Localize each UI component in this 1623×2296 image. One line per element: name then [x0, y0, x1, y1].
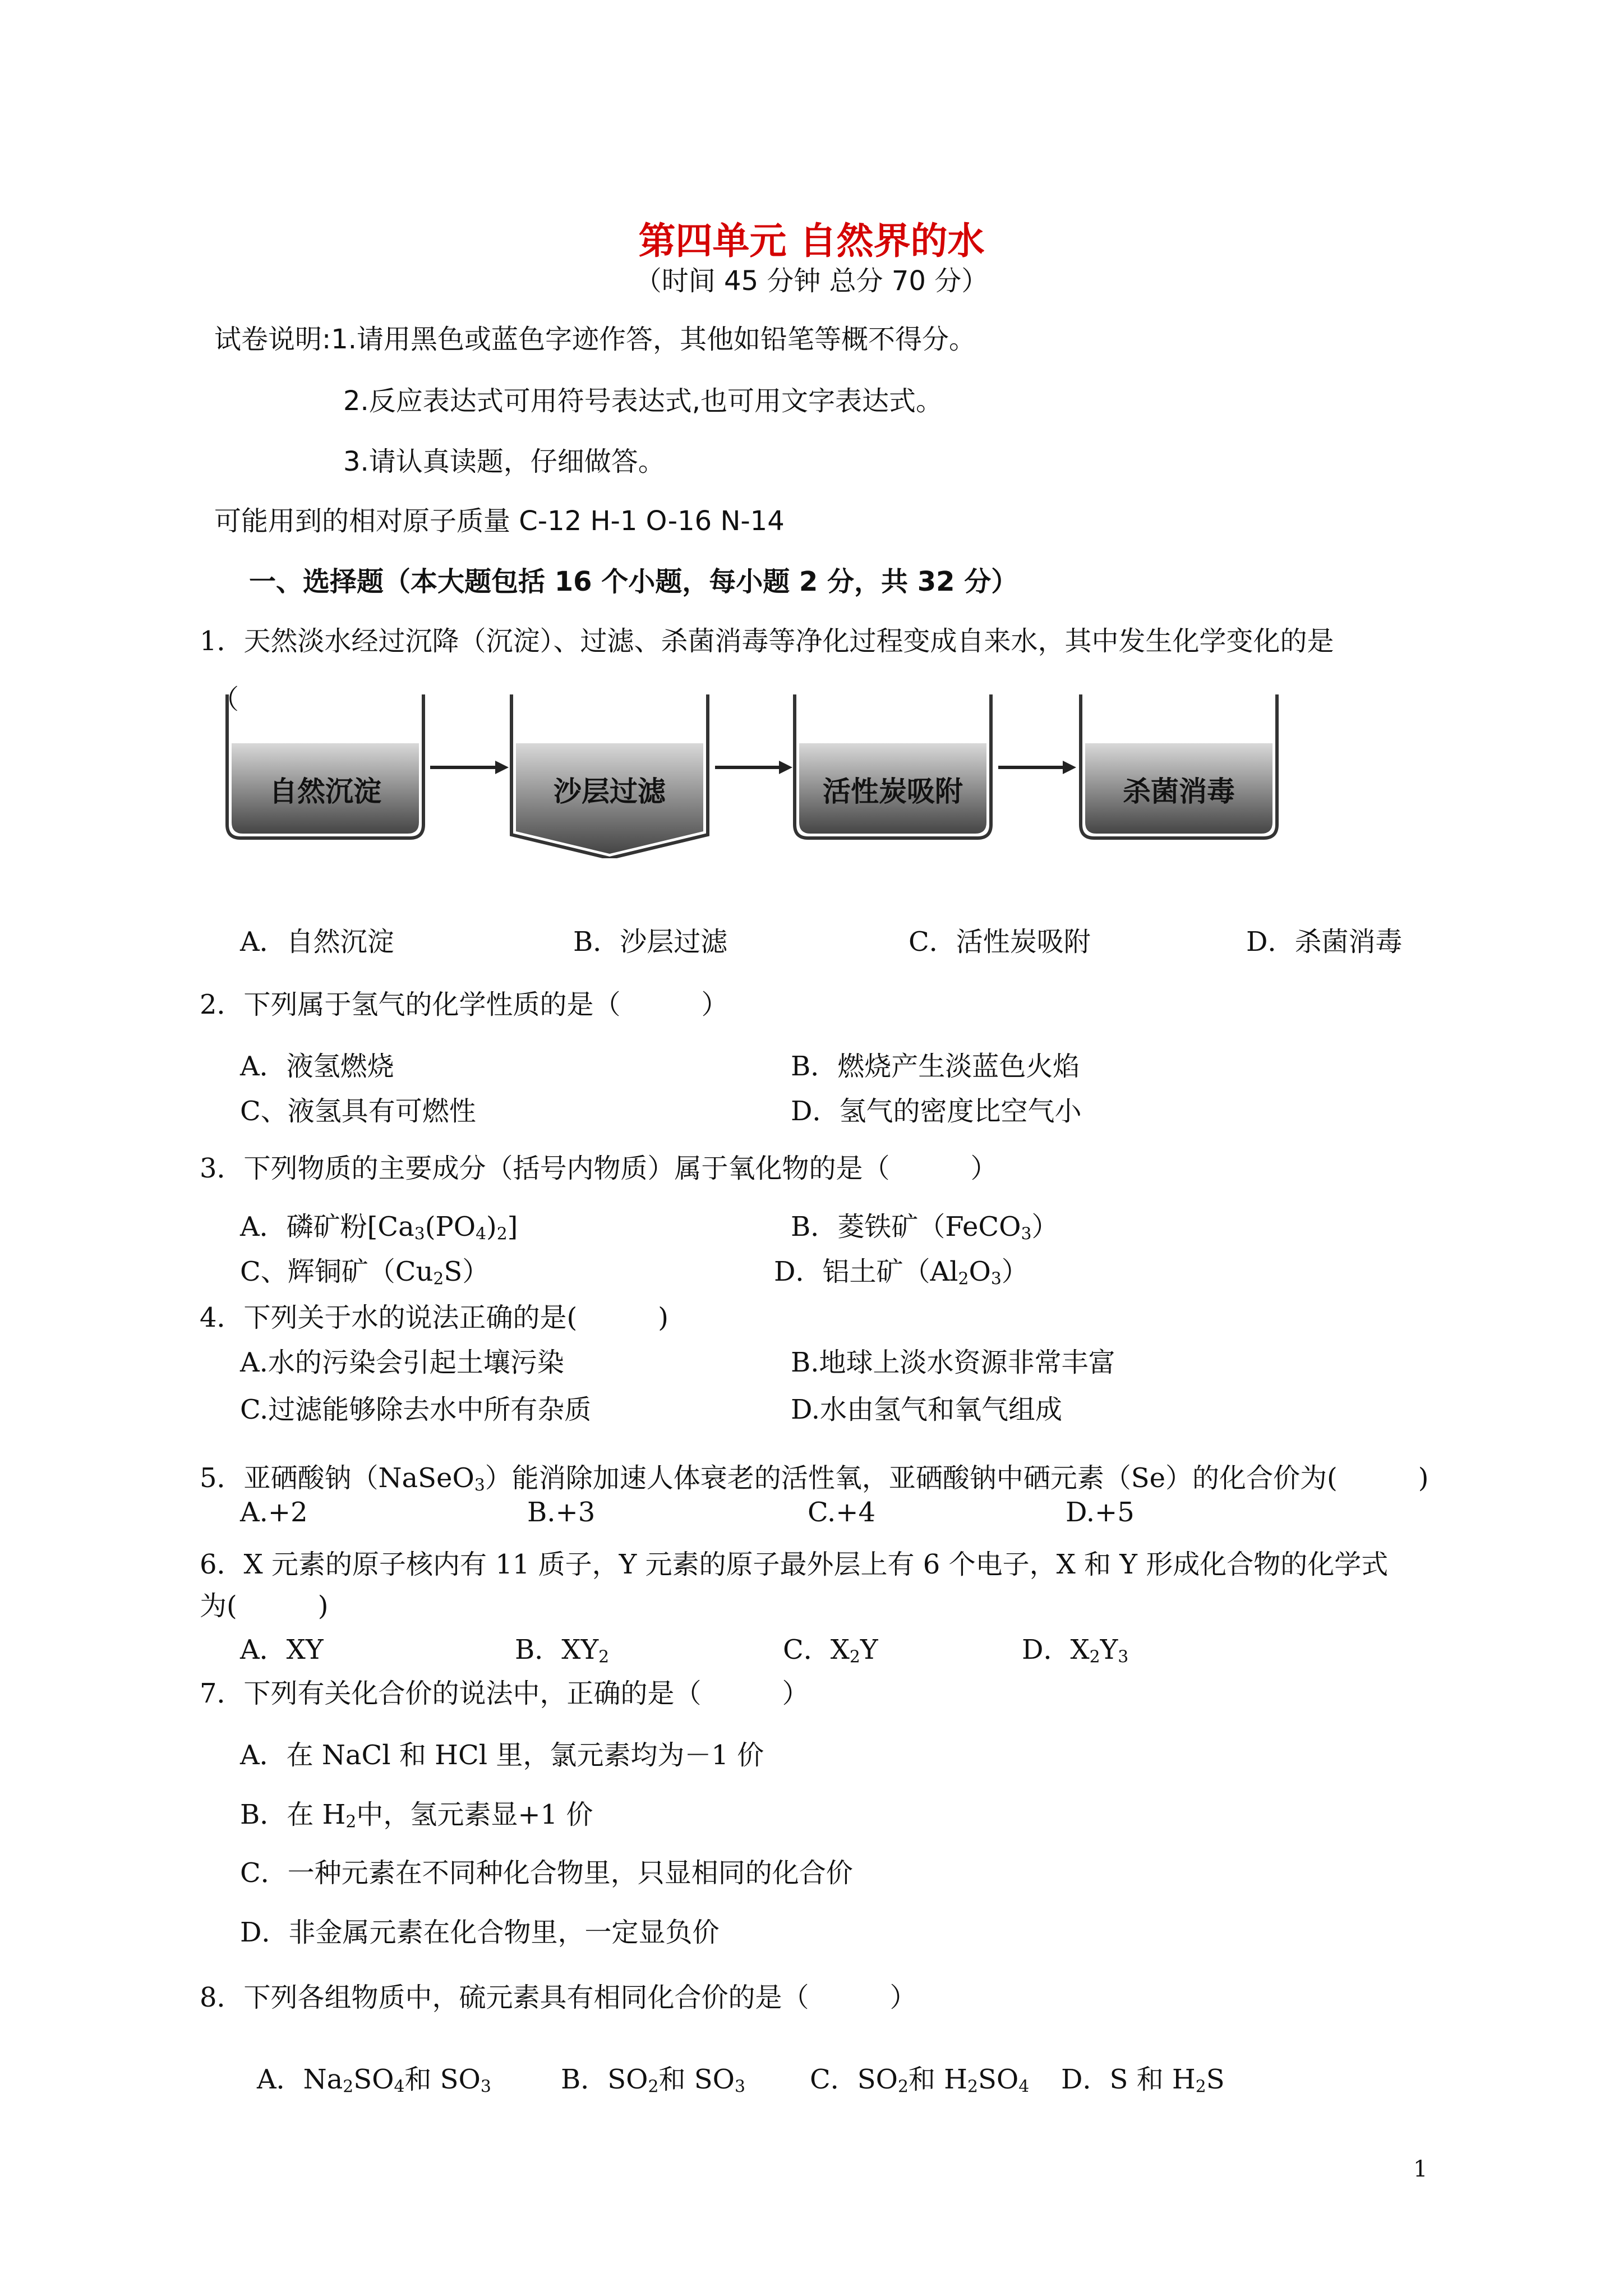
- tank-disinfection: [1081, 694, 1277, 838]
- q2-option-a: A．液氢燃烧: [240, 1051, 394, 1082]
- q3b-part: B．菱铁矿（FeCO: [791, 1211, 1021, 1243]
- question-1-paren: （: [212, 684, 239, 715]
- q1-option-a: A．自然沉淀: [240, 926, 394, 958]
- q8a-part: 和 SO: [404, 2064, 481, 2095]
- tank-activated-carbon: [795, 694, 991, 838]
- atomic-mass-values: C-12 H-1 O-16 N-14: [519, 505, 785, 537]
- instruction-2: 2.反应表达式可用符号表达式,也可用文字表达式。: [343, 385, 943, 417]
- instructions-line-1: [214, 318, 976, 356]
- step-label-1: 自然沉淀: [269, 775, 381, 808]
- tank-sand-filtration: [511, 694, 708, 858]
- q3a-part: ]: [507, 1211, 518, 1243]
- q8c-sub: 2: [967, 2077, 978, 2097]
- q3a-sub: 3: [414, 1224, 425, 1244]
- q2-option-b: B．燃烧产生淡蓝色火焰: [791, 1051, 1080, 1082]
- q6d-part: Y: [1100, 1634, 1118, 1665]
- q3-option-a: [240, 1205, 518, 1244]
- q3-option-c: [240, 1250, 489, 1289]
- q5-part: ）能消除加速人体衰老的活性氧，亚硒酸钠中硒元素（Se）的化合价为( ): [485, 1462, 1429, 1494]
- arrow-2: [715, 761, 792, 774]
- q7-option-d: D．非金属元素在化合物里，一定显负价: [240, 1917, 720, 1948]
- q1-option-b: B．沙层过滤: [573, 926, 728, 958]
- q8a-part: SO: [353, 2064, 394, 2095]
- q8a-sub: 2: [343, 2077, 354, 2097]
- q8b-sub: 3: [734, 2077, 745, 2097]
- page-number: 1: [1413, 2156, 1428, 2182]
- q8c-sub: 4: [1018, 2077, 1030, 2097]
- instruction-1: 1.请用黑色或蓝色字迹作答，其他如铅笔等概不得分。: [331, 324, 976, 355]
- q8-option-a: [257, 2058, 491, 2096]
- q8d-sub: 2: [1195, 2077, 1206, 2097]
- q3c-part: S）: [444, 1256, 490, 1287]
- q6-option-d: [1022, 1628, 1128, 1667]
- q1-option-c: C．活性炭吸附: [909, 926, 1091, 958]
- q8a-sub: 4: [394, 2077, 405, 2097]
- step-label-3: 活性炭吸附: [823, 775, 963, 808]
- q8c-sub: 2: [897, 2077, 909, 2097]
- q3-option-b: [791, 1205, 1058, 1244]
- q8b-part: B．SO: [561, 2064, 648, 2095]
- question-6-line-2: 为( ): [200, 1590, 329, 1622]
- q6d-sub: 3: [1118, 1647, 1129, 1667]
- water-purification-diagram: [222, 690, 1304, 858]
- q3c-sub: 2: [433, 1269, 444, 1289]
- q4-option-d: D.水由氢气和氧气组成: [791, 1394, 1063, 1425]
- q7b-sub: 2: [345, 1812, 357, 1832]
- step-label-2: 沙层过滤: [554, 775, 666, 808]
- q6b-sub: 2: [598, 1647, 610, 1667]
- q8d-part: S: [1206, 2064, 1225, 2095]
- q8a-part: A．Na: [257, 2064, 343, 2095]
- q7-option-c: C．一种元素在不同种化合物里，只显相同的化合价: [240, 1857, 853, 1889]
- q3-option-d: [774, 1250, 1029, 1289]
- q8c-part: 和 H: [908, 2064, 968, 2095]
- q5-option-b: B.+3: [527, 1497, 596, 1528]
- q5-option-c: C.+4: [808, 1497, 876, 1528]
- q2-option-d: D．氢气的密度比空气小: [791, 1096, 1082, 1127]
- q6b-part: B．XY: [515, 1634, 599, 1665]
- q6c-part: C．X: [783, 1634, 850, 1665]
- q1-option-d: D．杀菌消毒: [1246, 926, 1403, 958]
- q7-option-b: [240, 1793, 593, 1832]
- q4-option-c: C.过滤能够除去水中所有杂质: [240, 1394, 592, 1425]
- q8-option-c: [810, 2058, 1029, 2096]
- atomic-mass-line: [214, 499, 785, 538]
- question-4-text: 4．下列关于水的说法正确的是( ): [200, 1302, 668, 1333]
- q8b-part: 和 SO: [658, 2064, 735, 2095]
- question-8-text: 8．下列各组物质中，硫元素具有相同化合价的是（ ）: [200, 1982, 917, 2013]
- q6d-sub: 2: [1089, 1647, 1100, 1667]
- q7b-part: 中，氢元素显+1 价: [356, 1799, 593, 1830]
- q5-part: 5．亚硒酸钠（NaSeO: [200, 1462, 474, 1494]
- question-3-text: 3．下列物质的主要成分（括号内物质）属于氧化物的是（ ）: [200, 1153, 998, 1184]
- arrow-3: [998, 761, 1076, 774]
- instruction-3: 3.请认真读题，仔细做答。: [343, 446, 665, 477]
- arrow-1: [430, 761, 509, 774]
- atomic-mass-label: 可能用到的相对原子质量: [214, 505, 511, 537]
- q7b-part: B．在 H: [240, 1799, 346, 1830]
- q2-option-c: C、液氢具有可燃性: [240, 1096, 476, 1127]
- q3a-part: A．磷矿粉[Ca: [240, 1211, 414, 1243]
- q6-option-b: [515, 1628, 609, 1667]
- page-title: 第四单元 自然界的水: [638, 219, 985, 263]
- tank-natural-sedimentation: [227, 694, 423, 838]
- q3a-sub: 4: [476, 1224, 486, 1244]
- q3b-sub: 3: [1021, 1224, 1032, 1244]
- q8c-part: SO: [978, 2064, 1019, 2095]
- question-7-text: 7．下列有关化合价的说法中，正确的是（ ）: [200, 1678, 809, 1709]
- q3d-part: O: [969, 1256, 991, 1287]
- q3d-part: ）: [1001, 1256, 1029, 1287]
- q3d-part: D．铝土矿（Al: [774, 1256, 958, 1287]
- q8d-part: D．S 和 H: [1061, 2064, 1196, 2095]
- q8a-sub: 3: [480, 2077, 491, 2097]
- q7-option-a: A．在 NaCl 和 HCl 里，氯元素均为－1 价: [240, 1740, 764, 1771]
- page-subtitle: （时间 45 分钟 总分 70 分）: [634, 265, 989, 297]
- question-5-text: [200, 1456, 1429, 1495]
- q8-option-d: [1061, 2058, 1225, 2096]
- q3c-part: C、辉铜矿（Cu: [240, 1256, 434, 1287]
- q6d-part: D．X: [1022, 1634, 1090, 1665]
- q5-sub: 3: [474, 1475, 485, 1496]
- step-label-4: 杀菌消毒: [1123, 775, 1235, 808]
- q6-option-c: [783, 1628, 878, 1667]
- q4-option-b: B.地球上淡水资源非常丰富: [791, 1347, 1115, 1378]
- q3d-sub: 3: [990, 1269, 1002, 1289]
- q8b-sub: 2: [648, 2077, 659, 2097]
- q3d-sub: 2: [958, 1269, 969, 1289]
- q6-option-a: A．XY: [240, 1634, 324, 1665]
- question-6-line-1: 6．X 元素的原子核内有 11 质子，Y 元素的原子最外层上有 6 个电子，X 和 Y 形成化合物的化学式: [200, 1549, 1389, 1580]
- question-1-text: 1．天然淡水经过沉降（沉淀）、过滤、杀菌消毒等净化过程变成自来水，其中发生化学变化的是: [200, 625, 1334, 657]
- q6c-sub: 2: [849, 1647, 860, 1667]
- q6c-part: Y: [860, 1634, 878, 1665]
- question-2-text: 2．下列属于氢气的化学性质的是（ ）: [200, 989, 728, 1020]
- q8c-part: C．SO: [810, 2064, 898, 2095]
- instructions-lead: 试卷说明:: [214, 324, 331, 355]
- q5-option-a: A.+2: [240, 1497, 308, 1528]
- q3a-part: (PO: [425, 1211, 476, 1243]
- q3a-part: ): [486, 1211, 497, 1243]
- q8-option-b: [561, 2058, 745, 2096]
- section-title-multiple-choice: 一、选择题（本大题包括 16 个小题，每小题 2 分，共 32 分）: [249, 566, 1018, 597]
- q4-option-a: A.水的污染会引起土壤污染: [240, 1347, 564, 1378]
- q3b-part: ）: [1031, 1211, 1059, 1243]
- q3a-sub: 2: [496, 1224, 508, 1244]
- q5-option-d: D.+5: [1066, 1497, 1135, 1528]
